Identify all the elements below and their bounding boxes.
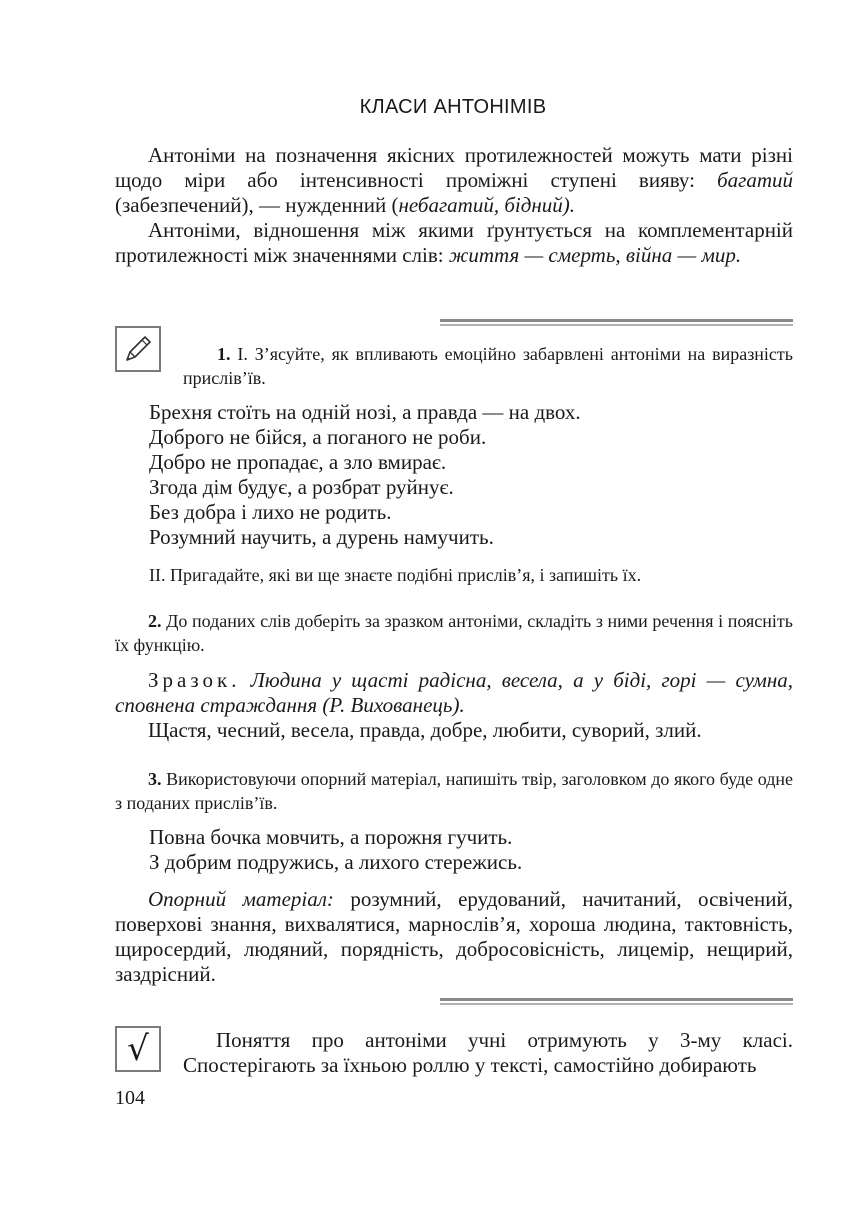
proverb-item: З добрим подружись, а лихого стережись. bbox=[149, 850, 523, 874]
intro-p1-text: Антоніми на позначення якісних протилежностей можуть мати різні щодо міри або інтенсивності проміжні ступені вияву: bbox=[115, 143, 793, 192]
sample-label: Зразок. bbox=[148, 668, 241, 692]
task-1-part-2: ІІ. Пригадайте, які ви ще знаєте подібні прислів’я, і запишіть їх. bbox=[149, 565, 642, 585]
section-divider-secondary bbox=[440, 1003, 793, 1005]
note-text: Поняття про антоніми учні отримують у 3-му класі. Спостерігають за їхньою роллю у тексті, самостійно добирають bbox=[183, 1028, 793, 1077]
intro-p2-example: життя — смерть, війна — мир. bbox=[448, 243, 742, 267]
task-2-prompt bbox=[115, 609, 793, 657]
proverb-item: Повна бочка мовчить, а порожня гучить. bbox=[149, 825, 513, 849]
task-1-prompt bbox=[183, 342, 793, 390]
task-2-text: До поданих слів доберіть за зразком антоніми, складіть з ними речення і поясніть їх функцію. bbox=[115, 611, 793, 655]
task-1-number: 1. bbox=[217, 344, 231, 364]
intro-paragraph-2 bbox=[115, 218, 793, 268]
task-3-number: 3. bbox=[148, 769, 162, 789]
task-3-text: Використовуючи опорний матеріал, напишіть твір, заголовком до якого буде одне з поданих прислів’їв. bbox=[115, 769, 793, 813]
proverb-item: Згода дім будує, а розбрат руйнує. bbox=[149, 475, 454, 499]
intro-p2-text: Антоніми, відношення між якими ґрунтується на комплементарній протилежності між значеннями слів: bbox=[115, 218, 793, 267]
section-divider bbox=[440, 998, 793, 1001]
proverb-item: Брехня стоїть на одній нозі, а правда — на двох. bbox=[149, 400, 581, 424]
task-1-proverbs bbox=[149, 400, 799, 550]
task-2-number: 2. bbox=[148, 611, 162, 631]
task-3-support-material bbox=[115, 887, 793, 987]
check-root-icon bbox=[115, 1026, 161, 1072]
sample-text: Людина у щасті радісна, весела, а у біді, горі — сумна, сповнена страждання (Р. Вихованець). bbox=[115, 668, 793, 717]
intro-paragraph-1 bbox=[115, 143, 793, 218]
proverb-item: Доброго не бійся, а поганого не роби. bbox=[149, 425, 487, 449]
intro-p1-text2: (забезпечений), — нужденний ( bbox=[115, 193, 399, 217]
note-paragraph bbox=[183, 1028, 793, 1078]
intro-p1-example2: небагатий, бідний). bbox=[398, 193, 576, 217]
root-symbol: √ bbox=[127, 1029, 149, 1069]
task-3-prompt bbox=[115, 767, 793, 815]
proverb-item: Добро не пропадає, а зло вмирає. bbox=[149, 450, 447, 474]
support-text: розумний, ерудований, начитаний, освічений, поверхові знання, вихвалятися, марнослів’я, хороша людина, тактовність, щиросердий, людяний, порядність, добросовісність, лицемір, нещирий, заздрісний. bbox=[115, 887, 793, 986]
proverb-item: Без добра і лихо не родить. bbox=[149, 500, 392, 524]
support-label: Опорний матеріал: bbox=[148, 887, 334, 911]
section-divider bbox=[440, 319, 793, 322]
task-1-text: І. З’ясуйте, як впливають емоційно забарвлені антоніми на виразність прислів’їв. bbox=[183, 344, 793, 388]
task-3-proverbs bbox=[149, 825, 799, 875]
intro-p1-example: багатий bbox=[717, 168, 793, 192]
proverb-item: Розумний научить, а дурень намучить. bbox=[149, 525, 494, 549]
page-title: КЛАСИ АНТОНІМІВ bbox=[359, 96, 547, 118]
section-divider-secondary bbox=[440, 324, 793, 326]
task-2-word-list: Щастя, чесний, весела, правда, добре, любити, суворий, злий. bbox=[148, 718, 702, 742]
task-2-words bbox=[115, 718, 793, 743]
pencil-icon bbox=[115, 326, 161, 372]
task-2-sample bbox=[115, 668, 793, 718]
page-number: 104 bbox=[115, 1087, 145, 1109]
